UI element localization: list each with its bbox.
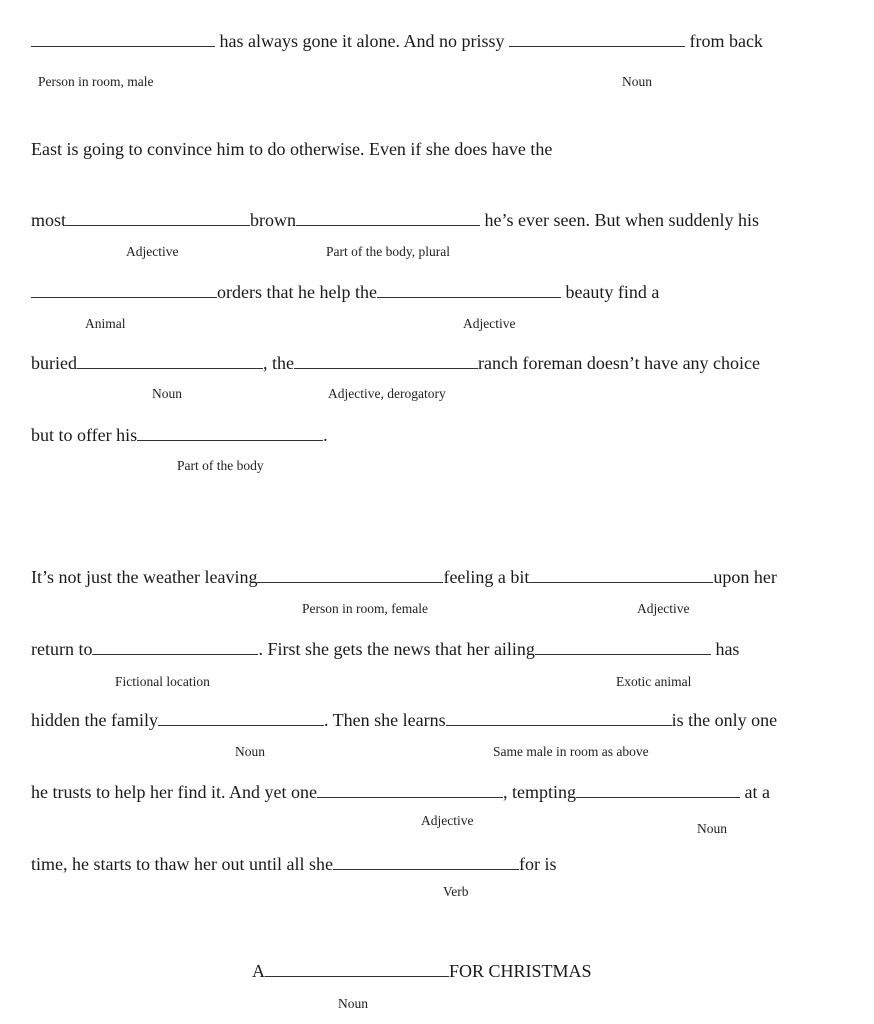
blank-fictional-location[interactable] xyxy=(92,638,258,655)
blank-body-part[interactable] xyxy=(137,424,323,441)
p2-line-5-text-b: for is xyxy=(518,854,557,874)
p2-line-4-text-c: at a xyxy=(744,782,770,802)
p1-line-1-text-b: from back xyxy=(689,31,763,51)
blank-noun-3[interactable] xyxy=(158,709,324,726)
label-animal: Animal xyxy=(85,316,126,331)
blank-adjective-4[interactable] xyxy=(317,781,503,798)
p1-line-3 xyxy=(31,209,759,231)
label-adjective-4: Adjective xyxy=(421,813,474,828)
p1-line-3-text-b: brown xyxy=(250,210,297,230)
p1-line-5-text-a: buried xyxy=(31,353,77,373)
p1-line-6-text-a: but to offer his xyxy=(31,425,138,445)
blank-adjective-1[interactable] xyxy=(66,209,250,226)
title-suffix: FOR CHRISTMAS xyxy=(449,961,592,981)
blank-person-male[interactable] xyxy=(31,30,215,47)
blank-adjective-3[interactable] xyxy=(529,566,713,583)
p1-line-2-text-a: East is going to convince him to do otherwise. Even if she does have the xyxy=(31,139,553,159)
label-fictional-location: Fictional location xyxy=(115,674,210,689)
p1-line-5-text-b: , the xyxy=(262,353,294,373)
p1-line-4 xyxy=(31,281,659,303)
blank-same-male[interactable] xyxy=(446,709,672,726)
p2-line-3-text-b: . Then she learns xyxy=(323,710,446,730)
label-adjective-2: Adjective xyxy=(463,316,516,331)
blank-noun-2[interactable] xyxy=(77,352,263,369)
label-verb: Verb xyxy=(443,884,469,899)
p2-line-1-text-a: It’s not just the weather leaving xyxy=(31,567,258,587)
p1-line-1 xyxy=(31,30,763,52)
label-noun-4: Noun xyxy=(697,821,727,836)
p2-line-5-text-a: time, he starts to thaw her out until all she xyxy=(31,854,333,874)
blank-animal[interactable] xyxy=(31,281,217,298)
blank-title-noun[interactable] xyxy=(265,960,449,977)
p1-line-3-text-a: most xyxy=(31,210,67,230)
p1-line-5-text-c: ranch foreman doesn’t have any choice xyxy=(477,353,761,373)
label-noun-3: Noun xyxy=(235,744,265,759)
blank-verb[interactable] xyxy=(333,853,519,870)
blank-noun-1[interactable] xyxy=(509,30,685,47)
p2-line-1 xyxy=(31,566,777,588)
book-title xyxy=(252,960,592,982)
label-body-part: Part of the body xyxy=(177,458,264,473)
p1-line-1-text-a: has always gone it alone. And no prissy xyxy=(219,31,505,51)
label-body-parts: Part of the body, plural xyxy=(326,244,450,259)
label-exotic-animal: Exotic animal xyxy=(616,674,692,689)
p2-line-1-text-c: upon her xyxy=(713,567,777,587)
p1-line-6-text-b: . xyxy=(323,425,328,445)
label-noun-2: Noun xyxy=(152,386,182,401)
p2-line-5 xyxy=(31,853,556,875)
label-person-male: Person in room, male xyxy=(38,74,154,89)
p1-line-4-text-a: orders that he help the xyxy=(217,282,377,302)
p1-line-6 xyxy=(31,424,328,446)
p1-line-4-text-b: beauty find a xyxy=(565,282,660,302)
blank-person-female[interactable] xyxy=(257,566,443,583)
label-title-noun: Noun xyxy=(338,996,368,1011)
label-noun-1: Noun xyxy=(622,74,652,89)
label-person-female: Person in room, female xyxy=(302,601,428,616)
label-same-male: Same male in room as above xyxy=(493,744,649,759)
p2-line-4-text-a: he trusts to help her find it. And yet one xyxy=(31,782,317,802)
title-prefix: A xyxy=(252,961,265,981)
p2-line-2-text-b: . First she gets the news that her ailing xyxy=(258,639,535,659)
label-adjective-derogatory: Adjective, derogatory xyxy=(328,386,446,401)
blank-adjective-derogatory[interactable] xyxy=(294,352,478,369)
blank-adjective-2[interactable] xyxy=(377,281,561,298)
p2-line-4-text-b: , tempting xyxy=(502,782,576,802)
p2-line-2-text-a: return to xyxy=(31,639,93,659)
p1-line-3-text-c: he’s ever seen. But when suddenly his xyxy=(484,210,759,230)
label-adjective-3: Adjective xyxy=(637,601,690,616)
blank-body-parts[interactable] xyxy=(296,209,480,226)
blank-noun-4[interactable] xyxy=(576,781,740,798)
p2-line-3 xyxy=(31,709,777,731)
p1-line-2 xyxy=(31,138,552,160)
blank-exotic-animal[interactable] xyxy=(535,638,711,655)
p2-line-4 xyxy=(31,781,770,803)
p2-line-2 xyxy=(31,638,739,660)
p2-line-3-text-c: is the only one xyxy=(671,710,778,730)
label-adjective-1: Adjective xyxy=(126,244,179,259)
p2-line-1-text-b: feeling a bit xyxy=(443,567,530,587)
p1-line-5 xyxy=(31,352,760,374)
p2-line-2-text-c: has xyxy=(715,639,740,659)
p2-line-3-text-a: hidden the family xyxy=(31,710,158,730)
